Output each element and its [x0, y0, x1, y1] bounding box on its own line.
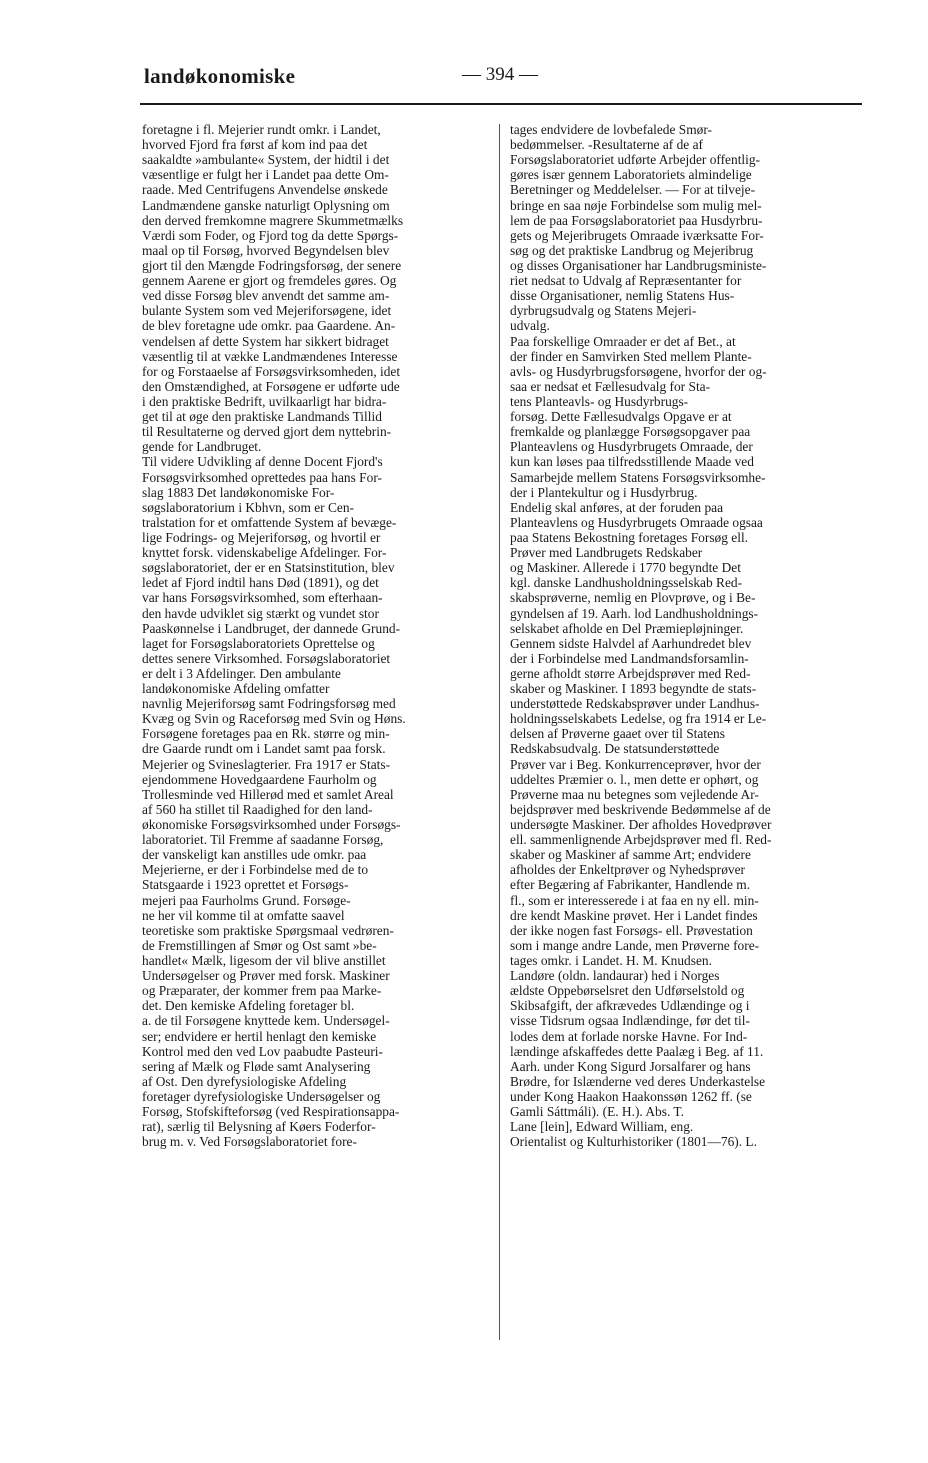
right-column: [510, 122, 858, 1149]
left-column-line: Til videre Udvikling af denne Docent Fjord's: [142, 454, 383, 470]
left-column-line: get til at øge den praktiske Landmands Tillid: [142, 409, 382, 425]
left-column-line: ledet af Fjord indtil hans Død (1891), og det: [142, 575, 379, 591]
left-column-line: den derved fremkomne magrere Skummetmælks: [142, 212, 404, 228]
left-column-line: af 560 ha stillet til Raadighed for den land-: [142, 801, 373, 817]
left-column-line: dettes senere Virksomhed. Forsøgslaboratoriet: [142, 650, 391, 666]
left-column-line: brug m. v. Ved Forsøgslaboratoriet fore-: [142, 1134, 357, 1150]
left-column-line: ved disse Forsøg blev anvendt det samme am-: [142, 288, 390, 304]
right-column-line: skabsprøverne, nemlig en Plovprøve, og i Be-: [510, 590, 756, 606]
left-column-line: Landmændene ganske naturligt Oplysning om: [142, 197, 390, 213]
left-column-line: navnlig Mejeriforsøg samt Fodringsforsøg med: [142, 696, 396, 712]
right-column-line: dre kendt Maskine prøvet. Her i Landet findes: [510, 907, 758, 923]
right-column-line: paa Statens Bekostning foretages Forsøg ell.: [510, 529, 749, 545]
left-column-line: søgslaboratoriet, der er en Statsinstitution, blev: [142, 560, 395, 576]
right-column-line: fl., som er interesserede i at faa en ny ell. min-: [510, 892, 759, 908]
left-column-line: sering af Mælk og Fløde samt Analysering: [142, 1058, 371, 1074]
right-column-line: Planteavlens og Husdyrbrugets Omraade ogsaa: [510, 514, 763, 530]
left-column-line: laboratoriet. Til Fremme af saadanne Forsøg,: [142, 832, 384, 848]
left-column-line: var hans Forsøgsvirksomhed, som efterhaan-: [142, 590, 383, 606]
right-column-line: Samarbejde mellem Statens Forsøgsvirksomhe-: [510, 469, 766, 485]
right-column-line: dyrbrugsudvalg og Statens Mejeri-: [510, 303, 697, 319]
left-column-line: søgslaboratorium i Kbhvn, som er Cen-: [142, 499, 354, 515]
right-column-line: riet nedsat to Udvalg af Repræsentanter for: [510, 273, 742, 289]
column-divider: [499, 124, 500, 1340]
left-column-line: slag 1883 Det landøkonomiske For-: [142, 484, 335, 500]
right-column-line: selskabet afholde en Del Præmiepløjninger.: [510, 620, 744, 636]
left-column-line: Mejerierne, er der i Forbindelse med de to: [142, 862, 369, 878]
left-column-line: foretager dyrefysiologiske Undersøgelser og: [142, 1089, 381, 1104]
right-column-line: Prøver var i Beg. Konkurrenceprøver, hvor der: [510, 756, 761, 772]
left-column-line: ejendommene Hovedgaardene Faurholm og: [142, 771, 377, 787]
left-column-line: gennem Aarene er gjort og fremdeles gøres. Og: [142, 273, 397, 289]
left-column-line: økonomiske Forsøgsvirksomhed under Forsøgs-: [142, 817, 401, 833]
left-column-line: teoretiske som praktiske Spørgsmaal vedrøren-: [142, 922, 394, 938]
left-column-line: til Resultaterne og derved gjort dem nyttebrin-: [142, 424, 392, 440]
right-column-line: holdningsselskabets Ledelse, og fra 1914 er Le-: [510, 711, 767, 727]
right-column-line: ell. sammenlignende Arbejdsprøver med fl. Red-: [510, 832, 772, 848]
right-column-line: lodes dem at forlade norske Havne. For Ind-: [510, 1028, 748, 1044]
left-column-line: Forsøgsvirksomhed oprettedes paa hans For-: [142, 469, 382, 485]
right-column-line: lændinge afskaffedes dette Paalæg i Beg. af 11.: [510, 1043, 764, 1059]
left-column-line: Kvæg og Svin og Raceforsøg med Svin og Høns.: [142, 711, 406, 727]
left-column-line: gjort til den Mængde Fodringsforsøg, der senere: [142, 257, 402, 273]
running-head: landøkonomiske: [144, 64, 296, 88]
header-rule: [140, 103, 862, 105]
right-column-line: kun kan løses paa tilfredsstillende Maade ved: [510, 454, 754, 470]
left-column-line: knyttet forsk. videnskabelige Afdelinger. For-: [142, 545, 387, 561]
right-column-line: Gamli Sáttmáli). (E. H.). Abs. T.: [510, 1104, 684, 1120]
left-column-line: Forsøgene foretages paa en Rk. større og min-: [142, 726, 390, 742]
right-column-line: under Kong Haakon Haakonssøn 1262 ff. (se: [510, 1089, 752, 1104]
left-column-line: ne her vil komme til at omfatte saavel: [142, 907, 345, 923]
left-column-line: gende for Landbruget.: [142, 439, 262, 455]
right-column-line: understøttede Redskabsprøver under Landhus-: [510, 696, 760, 712]
left-column-line: maal op til Forsøg, hvorved Begyndelsen blev: [142, 242, 390, 258]
right-column-line: gøres især gennem Laboratoriets almindelige: [510, 167, 752, 183]
left-column-line: landøkonomiske Afdeling omfatter: [142, 681, 330, 697]
right-column-line: der ikke nogen fast Forsøgs- ell. Prøvestation: [510, 922, 753, 938]
left-column-line: de blev foretagne ude omkr. paa Gaardene. An-: [142, 318, 396, 334]
left-column-line: der vanskeligt kan anstilles ude omkr. paa: [142, 847, 367, 863]
left-column-line: Undersøgelser og Prøver med forsk. Maskiner: [142, 968, 390, 984]
right-column-line: undersøgte Maskiner. Der afholdes Hovedprøver: [510, 817, 772, 833]
left-column-line: dre Gaarde rundt om i Landet samt paa forsk.: [142, 741, 386, 757]
left-column-line: ser; endvidere er hertil henlagt den kemiske: [142, 1028, 377, 1044]
left-column-line: Paaskønnelse i Landbruget, der dannede Grund-: [142, 620, 401, 636]
right-column-line: Planteavlens og Husdyrbrugets Omraade, der: [510, 439, 753, 455]
left-column-line: tralstation for et omfattende System af bevæge-: [142, 514, 397, 530]
right-column-line: lem de paa Forsøgslaboratoriet paa Husdyrbru-: [510, 212, 763, 228]
right-column-line: fremkalde og planlægge Forsøgsopgaver paa: [510, 424, 751, 440]
left-column-line: Værdi som Foder, og Fjord tog da dette Spørgs-: [142, 227, 399, 243]
right-column-line: søg og det praktiske Landbrug og Mejeribrug: [510, 242, 754, 258]
right-column-line: visse Tidsrum ogsaa Indlændinge, før det til-: [510, 1013, 750, 1029]
right-column-line: gyndelsen af 19. Aarh. lod Landhusholdnings-: [510, 605, 759, 621]
right-column-line: som i mange andre Lande, men Prøverne fore-: [510, 937, 760, 953]
right-column-line: Paa forskellige Omraader er det af Bet., at: [510, 333, 736, 349]
page-header: [140, 64, 856, 98]
left-column-line: Statsgaarde i 1923 oprettet et Forsøgs-: [142, 877, 349, 893]
left-column-line: hvorved Fjord fra først af kom ind paa det: [142, 137, 368, 153]
left-column-line: laget for Forsøgslaboratoriets Oprettelse og: [142, 635, 375, 651]
right-column-line: gets og Mejeribrugets Omraade iværksatte For-: [510, 227, 764, 243]
left-column-line: de Fremstillingen af Smør og Ost samt »be-: [142, 937, 377, 953]
right-column-line: bedømmelser. -Resultaterne af de af: [510, 137, 703, 153]
page-number: — 394 —: [462, 64, 538, 85]
left-column-line: og Præparater, der kommer frem paa Marke-: [142, 983, 382, 999]
left-column-line: væsentlig til at vække Landmændenes Interesse: [142, 348, 398, 364]
right-column-line: avls- og Husdyrbrugsforsøgene, hvorfor der og-: [510, 363, 767, 379]
right-column-line: tages endvidere de lovbefalede Smør-: [510, 122, 712, 137]
right-column-line: Landøre (oldn. landaurar) hed i Norges: [510, 968, 720, 984]
left-column-line: for og Forstaaelse af Forsøgsvirksomheden, idet: [142, 363, 401, 379]
right-column-line: efter Begæring af Fabrikanter, Handlende m.: [510, 877, 751, 893]
right-column-line: Brødre, for Islænderne ved deres Underkastelse: [510, 1073, 766, 1089]
right-column-line: Lane [lein], Edward William, eng.: [510, 1119, 694, 1135]
right-column-line: og Maskiner. Allerede i 1770 begyndte Det: [510, 560, 741, 576]
right-column-line: bejdsprøver med beskrivende Bedømmelse af de: [510, 801, 771, 817]
left-column-line: lige Fodrings- og Mejeriforsøg, og hvortil er: [142, 529, 381, 545]
right-column-line: skaber og Maskiner. I 1893 begyndte de stats-: [510, 681, 757, 697]
right-column-line: Prøver med Landbrugets Redskaber: [510, 545, 703, 561]
left-column-line: vendelsen af dette System har sikkert bidraget: [142, 333, 389, 349]
right-column-line: gerne afholdt større Arbejdsprøver med Red-: [510, 665, 751, 681]
right-column-line: disse Organisationer, nemlig Statens Hus-: [510, 288, 735, 304]
left-column-line: rat), særlig til Belysning af Køers Foderfor-: [142, 1119, 376, 1135]
right-column-line: Forsøgslaboratoriet udførte Arbejder offentlig-: [510, 152, 761, 168]
left-column-line: er delt i 3 Afdelinger. Den ambulante: [142, 665, 341, 681]
left-column-line: mejeri paa Faurholms Grund. Forsøge-: [142, 892, 351, 908]
right-column-line: bringe en saa nøje Forbindelse som mulig mel-: [510, 197, 762, 213]
left-column: [142, 122, 490, 1149]
right-column-line: der finder en Samvirken Sted mellem Plante-: [510, 348, 752, 364]
left-column-line: a. de til Forsøgene knyttede kem. Undersøgel-: [142, 1013, 390, 1029]
right-column-line: tens Planteavls- og Husdyrbrugs-: [510, 393, 689, 409]
right-column-line: uddeltes Præmier o. l., men dette er ophørt, og: [510, 771, 759, 787]
right-column-line: skaber og Maskiner af samme Art; endvidere: [510, 847, 751, 863]
left-column-line: af Ost. Den dyrefysiologiske Afdeling: [142, 1073, 347, 1089]
left-column-line: foretagne i fl. Mejerier rundt omkr. i Landet,: [142, 122, 381, 137]
right-column-line: der i Forbindelse med Landmandsforsamlin-: [510, 650, 749, 666]
right-column-line: Prøverne maa nu betegnes som vejledende Ar-: [510, 786, 759, 802]
left-column-line: det. Den kemiske Afdeling foretager bl.: [142, 998, 355, 1014]
right-column-line: Orientalist og Kulturhistoriker (1801—76). L.: [510, 1134, 757, 1150]
right-column-line: kgl. danske Landhusholdningsselskab Red-: [510, 575, 743, 591]
left-column-line: væsentlige er fulgt her i Landet paa dette Om-: [142, 167, 389, 183]
right-column-line: og disses Organisationer har Landbrugsministe-: [510, 257, 767, 273]
right-column-line: tages omkr. i Landet. H. M. Knudsen.: [510, 953, 712, 969]
right-column-line: saa er nedsat et Fællesudvalg for Sta-: [510, 378, 711, 394]
right-column-line: Redskabsudvalg. De statsunderstøttede: [510, 741, 720, 757]
left-column-line: den Omstændighed, at Forsøgene er udførte ude: [142, 378, 400, 394]
left-column-line: saakaldte »ambulante« System, der hidtil i det: [142, 152, 390, 168]
right-column-line: Aarh. under Kong Sigurd Jorsalfarer og hans: [510, 1058, 751, 1074]
right-column-line: Gennem sidste Halvdel af Aarhundredet blev: [510, 635, 752, 651]
right-column-line: forsøg. Dette Fællesudvalgs Opgave er at: [510, 409, 732, 425]
left-column-line: Kontrol med den ved Lov paabudte Pasteuri-: [142, 1043, 383, 1059]
right-column-line: udvalg.: [510, 318, 550, 334]
left-column-line: i den praktiske Bedrift, uvilkaarligt har bidra-: [142, 393, 387, 409]
right-column-line: Skibsafgift, der afkrævedes Udlændinge og i: [510, 998, 750, 1014]
right-column-line: afholdes der Enkeltprøver og Nyhedsprøver: [510, 862, 746, 878]
right-column-line: Endelig skal anføres, at der foruden paa: [510, 499, 724, 515]
right-column-line: delsen af Prøverne gaaet over til Statens: [510, 726, 725, 742]
left-column-line: raade. Med Centrifugens Anvendelse ønskede: [142, 182, 388, 198]
left-column-line: den havde udviklet sig stærkt og vundet stor: [142, 605, 379, 621]
left-column-line: Mejerier og Svineslagterier. Fra 1917 er Stats-: [142, 756, 391, 772]
left-column-line: Forsøg, Stofskifteforsøg (ved Respirationsappa-: [142, 1104, 400, 1120]
right-column-line: der i Plantekultur og i Husdyrbrug.: [510, 484, 698, 500]
left-column-line: handlet« Mælk, ligesom der vil blive anstillet: [142, 953, 386, 969]
right-column-line: ældste Oppebørselsret den Udførselstold og: [510, 983, 745, 999]
right-column-line: Beretninger og Meddelelser. — For at tilveje-: [510, 182, 756, 198]
left-column-line: bulante System som ved Mejeriforsøgene, idet: [142, 303, 392, 319]
left-column-line: Trollesminde ved Hillerød med et samlet Areal: [142, 786, 394, 802]
